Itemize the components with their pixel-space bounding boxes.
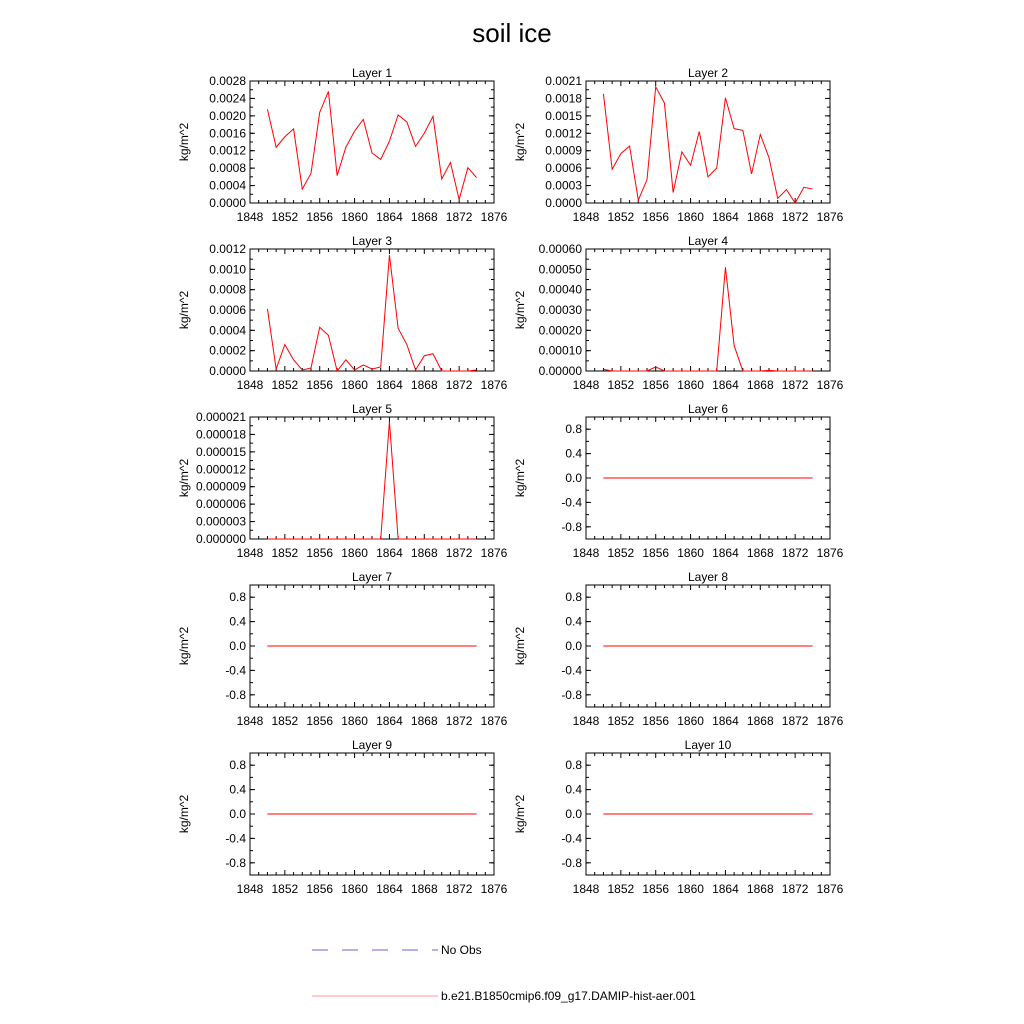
y-tick-label: 0.4: [229, 614, 246, 629]
x-tick-label: 1848: [236, 378, 264, 392]
x-tick-label: 1848: [236, 882, 264, 896]
legend: [312, 943, 696, 1003]
series-line: [603, 87, 812, 203]
x-tick-label: 1856: [642, 882, 670, 896]
panel-title: Layer 3: [351, 234, 393, 248]
y-tick-label: 0.8: [229, 758, 246, 773]
x-tick-label: 1860: [341, 546, 368, 560]
y-tick-label: 0.00060: [538, 242, 582, 256]
panel-title: Layer 1: [351, 66, 393, 80]
x-tick-label: 1848: [236, 714, 264, 728]
panel-layer-8: [513, 570, 844, 728]
x-tick-label: 1868: [410, 882, 438, 896]
y-tick-label: -0.4: [225, 663, 246, 678]
plot-frame: [586, 81, 830, 203]
x-tick-label: 1856: [642, 210, 670, 224]
x-tick-label: 1868: [410, 210, 438, 224]
x-tick-label: 1864: [376, 714, 403, 728]
series-line: [267, 422, 476, 539]
panel-layer-7: [177, 570, 508, 728]
x-tick-label: 1848: [572, 714, 600, 728]
y-tick-label: 0.0006: [545, 161, 582, 176]
x-tick-label: 1856: [306, 210, 334, 224]
plot-frame: [250, 249, 494, 371]
panel-layer-10: [513, 738, 844, 896]
y-tick-label: 0.0020: [209, 108, 246, 123]
x-tick-label: 1876: [816, 546, 844, 560]
legend-obs-label: No Obs: [441, 943, 482, 957]
x-tick-label: 1860: [677, 714, 704, 728]
main-title: soil ice: [472, 18, 552, 48]
y-tick-label: 0.8: [565, 422, 582, 437]
y-tick-label: 0.0006: [209, 303, 246, 317]
y-tick-label: 0.0012: [209, 143, 246, 158]
y-tick-label: 0.00050: [538, 262, 582, 277]
y-tick-label: 0.00010: [538, 343, 582, 358]
x-tick-label: 1848: [572, 882, 600, 896]
y-tick-label: 0.000015: [195, 444, 246, 459]
x-tick-label: 1864: [712, 546, 739, 560]
y-axis-label: kg/m^2: [513, 626, 527, 666]
plot-frame: [250, 81, 494, 203]
x-tick-label: 1852: [607, 378, 635, 392]
x-tick-label: 1864: [712, 714, 739, 728]
y-tick-label: 0.000003: [195, 514, 246, 529]
y-tick-label: 0.0: [565, 807, 582, 821]
y-tick-label: 0.0008: [209, 161, 246, 176]
x-tick-label: 1868: [410, 378, 438, 392]
x-tick-label: 1876: [480, 714, 508, 728]
y-tick-label: 0.000000: [195, 532, 246, 546]
y-tick-label: 0.0004: [209, 178, 246, 193]
y-axis-label: kg/m^2: [177, 626, 191, 666]
legend-model-label: b.e21.B1850cmip6.f09_g17.DAMIP-hist-aer.001: [441, 989, 696, 1003]
x-tick-label: 1864: [712, 210, 739, 224]
x-tick-label: 1852: [271, 882, 299, 896]
x-tick-label: 1868: [410, 546, 438, 560]
panel-layer-2: [513, 66, 844, 224]
x-tick-label: 1876: [816, 882, 844, 896]
x-tick-label: 1848: [236, 546, 264, 560]
x-tick-label: 1868: [746, 378, 774, 392]
x-tick-label: 1848: [236, 210, 264, 224]
y-axis-label: kg/m^2: [513, 122, 527, 162]
y-tick-label: 0.0015: [545, 108, 582, 123]
y-tick-label: 0.0002: [209, 343, 246, 358]
y-tick-label: 0.00040: [538, 282, 582, 297]
x-tick-label: 1848: [572, 546, 600, 560]
x-tick-label: 1852: [607, 882, 635, 896]
plot-frame: [250, 417, 494, 539]
x-tick-label: 1860: [341, 378, 368, 392]
panel-layer-5: [177, 402, 508, 560]
y-tick-label: 0.00000: [538, 364, 582, 378]
y-tick-label: 0.000012: [195, 462, 246, 477]
panel-title: Layer 8: [687, 570, 729, 584]
x-tick-label: 1876: [480, 546, 508, 560]
y-tick-label: 0.000006: [195, 497, 246, 512]
x-tick-label: 1876: [480, 378, 508, 392]
panel-title: Layer 10: [684, 738, 732, 752]
panel-title: Layer 9: [351, 738, 393, 752]
x-tick-label: 1860: [677, 378, 704, 392]
series-line: [267, 91, 476, 199]
x-tick-label: 1876: [480, 882, 508, 896]
y-tick-label: -0.8: [561, 687, 582, 702]
y-tick-label: -0.8: [561, 519, 582, 534]
y-tick-label: -0.8: [225, 687, 246, 702]
y-tick-label: 0.0000: [209, 364, 246, 378]
panel-layer-3: [177, 234, 508, 392]
x-tick-label: 1876: [816, 378, 844, 392]
x-tick-label: 1872: [445, 210, 473, 224]
x-tick-label: 1852: [271, 378, 299, 392]
y-tick-label: 0.4: [565, 446, 582, 461]
y-tick-label: -0.8: [561, 855, 582, 870]
y-tick-label: -0.4: [561, 831, 582, 846]
y-tick-label: 0.0004: [209, 323, 246, 338]
x-tick-label: 1876: [816, 210, 844, 224]
x-tick-label: 1860: [341, 882, 368, 896]
x-tick-label: 1852: [271, 546, 299, 560]
x-tick-label: 1872: [781, 882, 809, 896]
x-tick-label: 1864: [376, 546, 403, 560]
y-tick-label: -0.4: [561, 663, 582, 678]
y-axis-label: kg/m^2: [177, 794, 191, 834]
y-tick-label: -0.4: [225, 831, 246, 846]
y-tick-label: 0.8: [565, 590, 582, 605]
x-tick-label: 1852: [607, 210, 635, 224]
y-axis-label: kg/m^2: [177, 122, 191, 162]
x-tick-label: 1852: [607, 546, 635, 560]
y-axis-label: kg/m^2: [513, 290, 527, 330]
x-tick-label: 1860: [677, 210, 704, 224]
panel-title: Layer 2: [687, 66, 729, 80]
x-tick-label: 1860: [677, 882, 704, 896]
y-tick-label: 0.8: [229, 590, 246, 605]
x-tick-label: 1856: [306, 882, 334, 896]
x-tick-label: 1872: [445, 714, 473, 728]
series-line: [267, 255, 476, 371]
y-tick-label: 0.4: [229, 782, 246, 797]
y-tick-label: 0.0003: [545, 178, 582, 193]
x-tick-label: 1860: [677, 546, 704, 560]
y-tick-label: 0.0: [229, 639, 246, 653]
y-tick-label: 0.000021: [195, 410, 246, 424]
y-tick-label: -0.8: [225, 855, 246, 870]
x-tick-label: 1856: [306, 546, 334, 560]
x-tick-label: 1852: [271, 210, 299, 224]
x-tick-label: 1864: [376, 378, 403, 392]
plot-frame: [586, 249, 830, 371]
y-tick-label: 0.4: [565, 614, 582, 629]
series-line: [603, 267, 812, 371]
x-tick-label: 1868: [746, 210, 774, 224]
x-tick-label: 1868: [746, 714, 774, 728]
y-tick-label: 0.0018: [545, 91, 582, 106]
x-tick-label: 1860: [341, 210, 368, 224]
y-tick-label: 0.0016: [209, 126, 246, 141]
panel-layer-9: [177, 738, 508, 896]
x-tick-label: 1868: [746, 882, 774, 896]
x-tick-label: 1872: [445, 546, 473, 560]
panel-title: Layer 5: [351, 402, 393, 416]
panel-layer-1: [177, 66, 508, 224]
y-tick-label: 0.8: [565, 758, 582, 773]
panels: [177, 66, 844, 896]
x-tick-label: 1872: [781, 210, 809, 224]
y-axis-label: kg/m^2: [513, 794, 527, 834]
y-tick-label: 0.4: [565, 782, 582, 797]
x-tick-label: 1848: [572, 210, 600, 224]
y-axis-label: kg/m^2: [177, 458, 191, 498]
x-tick-label: 1848: [572, 378, 600, 392]
x-tick-label: 1864: [376, 882, 403, 896]
y-tick-label: 0.0010: [209, 262, 246, 277]
x-tick-label: 1864: [712, 378, 739, 392]
x-tick-label: 1868: [410, 714, 438, 728]
y-axis-label: kg/m^2: [177, 290, 191, 330]
panel-title: Layer 4: [687, 234, 729, 248]
x-tick-label: 1856: [642, 714, 670, 728]
x-tick-label: 1856: [306, 714, 334, 728]
y-tick-label: 0.0012: [545, 126, 582, 141]
y-tick-label: 0.00020: [538, 323, 582, 338]
x-tick-label: 1860: [341, 714, 368, 728]
x-tick-label: 1872: [781, 546, 809, 560]
panel-layer-6: [513, 402, 844, 560]
x-tick-label: 1876: [480, 210, 508, 224]
x-tick-label: 1864: [376, 210, 403, 224]
x-tick-label: 1852: [607, 714, 635, 728]
panel-title: Layer 6: [687, 402, 729, 416]
y-tick-label: 0.0028: [209, 74, 246, 88]
y-tick-label: 0.000009: [195, 479, 246, 494]
x-tick-label: 1852: [271, 714, 299, 728]
y-tick-label: 0.0021: [545, 74, 582, 88]
x-tick-label: 1856: [642, 546, 670, 560]
y-axis-label: kg/m^2: [513, 458, 527, 498]
y-tick-label: -0.4: [561, 495, 582, 510]
y-tick-label: 0.0009: [545, 143, 582, 158]
x-tick-label: 1876: [816, 714, 844, 728]
y-tick-label: 0.0000: [209, 196, 246, 210]
y-tick-label: 0.0: [229, 807, 246, 821]
panel-layer-4: [513, 234, 844, 392]
y-tick-label: 0.0008: [209, 282, 246, 297]
x-tick-label: 1864: [712, 882, 739, 896]
panel-title: Layer 7: [351, 570, 393, 584]
y-tick-label: 0.0: [565, 639, 582, 653]
x-tick-label: 1872: [445, 378, 473, 392]
y-tick-label: 0.0012: [209, 242, 246, 256]
y-tick-label: 0.00030: [538, 303, 582, 317]
x-tick-label: 1872: [781, 378, 809, 392]
x-tick-label: 1868: [746, 546, 774, 560]
x-tick-label: 1872: [445, 882, 473, 896]
x-tick-label: 1856: [642, 378, 670, 392]
x-tick-label: 1856: [306, 378, 334, 392]
x-tick-label: 1872: [781, 714, 809, 728]
y-tick-label: 0.0000: [545, 196, 582, 210]
y-tick-label: 0.0: [565, 471, 582, 485]
y-tick-label: 0.000018: [195, 427, 246, 442]
y-tick-label: 0.0024: [209, 91, 246, 106]
